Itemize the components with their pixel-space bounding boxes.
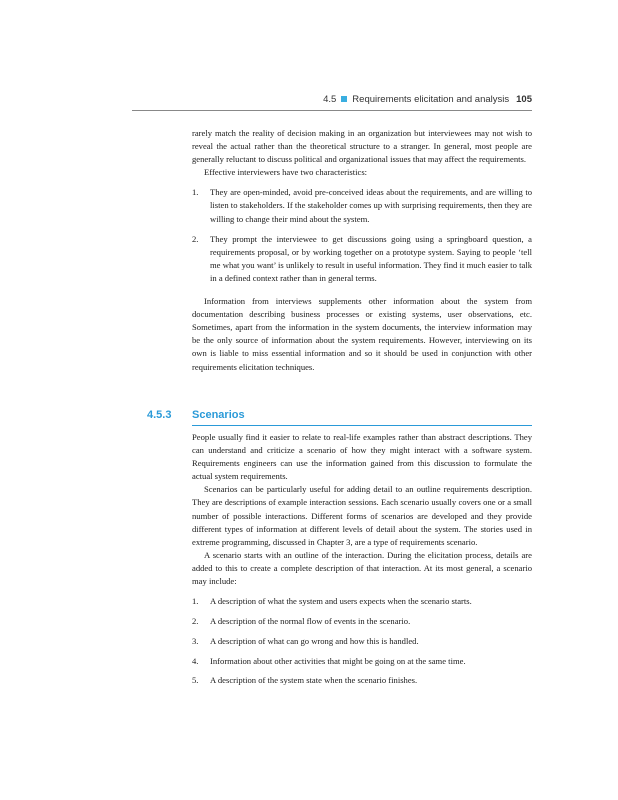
list-item-number: 4. [192,655,199,666]
list-item-number: 1. [192,596,199,607]
characteristics-list [192,186,532,285]
section-heading [147,409,532,425]
paragraph: rarely match the reality of decision making in an organization but interviewees may not wish to reveal the actual rather than the theoretical structure to a stranger. In general, most people are generally reluctant to discuss political and organizational issues that may affect the requirements. [192,128,532,165]
paragraph: Effective interviewers have two characteristics: [204,167,368,178]
list-item-number: 2. [192,233,199,244]
paragraph: A scenario starts with an outline of the interaction. During the elicitation process, details are added to this to create a complete description of that interaction. At its most general, a scenario may include: [192,549,532,587]
paragraph: Information from interviews supplements other information about the system from documentation describing business processes or existing systems, user observations, etc. Sometimes, apart from the information in the system documents, the interview information may be the only source of information about the system requirements. However, interviewing on its own is liable to miss essential information and so it should be used in conjunction with other requirements elicitation techniques. [192,296,532,372]
page-number: 105 [516,94,532,105]
header-divider [132,110,532,111]
list-item-text: They prompt the interviewee to get discussions going using a springboard question, a requirements proposal, or by working together on a prototype system. Saying to people ‘tell me what you want’ is unlikely to result in useful information. They find it much easier to talk in a defined context rather than in general terms. [210,233,532,283]
header-section-number: 4.5 [323,94,337,105]
header-square-icon [341,96,347,102]
list-item-text: Information about other activities that might be going on at the same time. [210,655,466,666]
list-item [192,655,532,675]
list-item [192,186,532,225]
list-item-number: 5. [192,675,199,686]
list-item [192,635,532,655]
list-item-text: A description of the normal flow of events in the scenario. [210,615,411,626]
header-section-title: Requirements elicitation and analysis [352,94,510,105]
list-item [192,615,532,635]
scenarios-text [192,431,532,694]
section-divider [192,425,532,426]
list-item-number: 3. [192,635,199,646]
list-item-number: 1. [192,187,199,198]
list-item-text: They are open-minded, avoid pre-conceived ideas about the requirements, and are willing to listen to stakeholders. If the stakeholder comes up with surprising requirements, then they are willing to change their mind about the system. [210,187,532,224]
scenario-contents-list [192,595,532,694]
list-item-text: A description of what the system and users expects when the scenario starts. [210,596,472,607]
intro-text [192,127,532,374]
list-item-text: A description of what can go wrong and how this is handled. [210,635,419,646]
section-title: Scenarios [192,409,245,421]
list-item [192,233,532,285]
list-item-text: A description of the system state when the scenario finishes. [210,675,418,686]
running-header [132,94,532,108]
list-item [192,674,532,694]
section-number: 4.5.3 [147,409,172,421]
paragraph: People usually find it easier to relate to real-life examples rather than abstract descriptions. They can understand and criticize a scenario of how they might interact with a software system. Requirements engineers can use the information gained from this discussion to formulate the actual system requirements. [192,432,532,482]
paragraph: Scenarios can be particularly useful for adding detail to an outline requirements description. They are descriptions of example interaction sessions. Each scenario usually covers one or a small number of possible interactions. Different forms of scenarios are developed and they provide different types of information at different levels of detail about the system. The stories used in extreme programming, discussed in Chapter 3, are a type of requirements scenario. [192,484,532,547]
list-item [192,595,532,615]
list-item-number: 2. [192,615,199,626]
